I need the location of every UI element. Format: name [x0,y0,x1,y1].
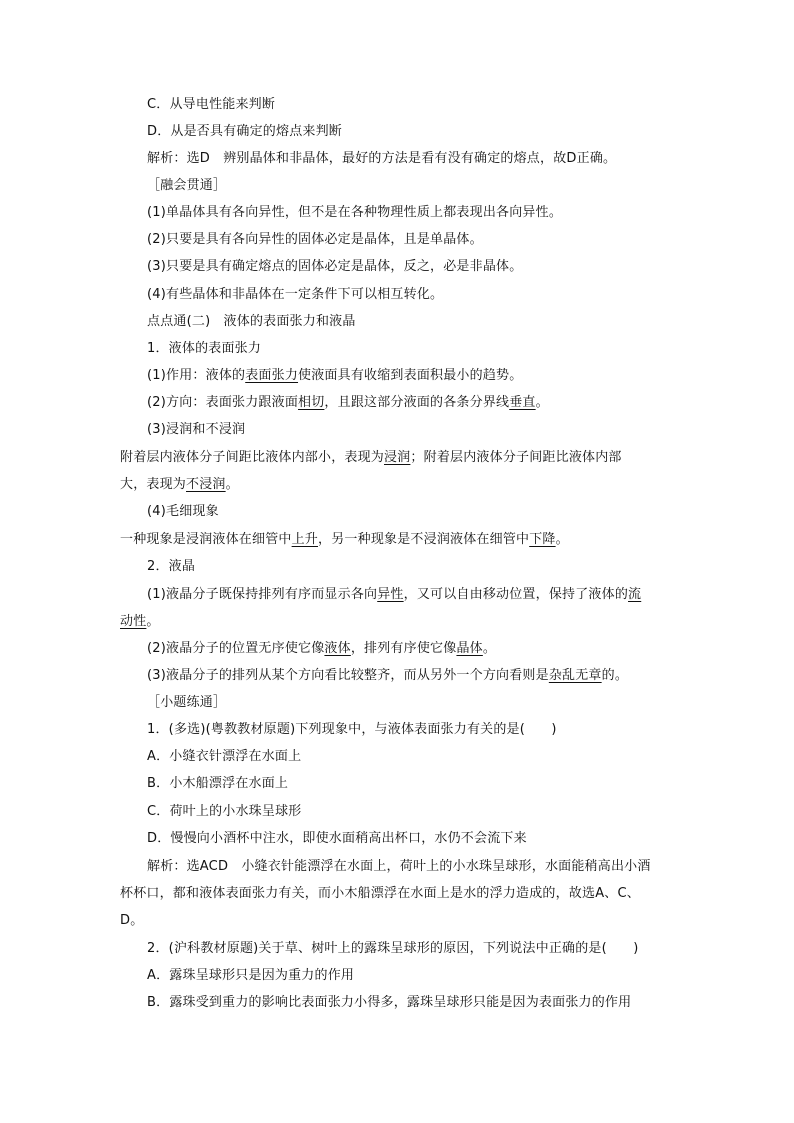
text-segment: (2)只要是具有各向异性的固体必定是晶体，且是单晶体。 [147,232,483,247]
underlined-answer: 流 [628,587,642,602]
section-heading [147,313,356,331]
text-segment: (3)浸润和不浸润 [147,422,246,437]
answer-option [147,967,354,985]
text-segment: 一种现象是浸润液体在细管中 [120,532,292,547]
text-segment: B．露珠受到重力的影响比表面张力小得多，露珠呈球形只能是因为表面张力的作用 [147,995,632,1010]
text-segment: A．小缝衣针漂浮在水面上 [147,749,302,764]
text-segment: C．从导电性能来判断 [147,97,276,112]
text-segment: ［小题练通］ [147,695,227,710]
text-line [147,640,496,658]
text-line [147,858,651,876]
text-segment: (1)作用：液体的 [147,368,246,383]
text-segment: A．露珠呈球形只是因为重力的作用 [147,968,355,983]
answer-option [147,803,301,821]
underlined-answer: 异性 [377,587,404,602]
text-line [120,912,143,930]
text-line [120,531,569,549]
text-line [147,177,226,195]
text-line [147,96,275,114]
text-segment: (2)液晶分子的位置无序使它像 [147,641,325,656]
text-segment: 解析：选ACD 小缝衣针能漂浮在水面上，荷叶上的小水珠呈球形，水面能稍高出小酒 [147,859,651,874]
text-segment: D。 [120,913,144,928]
text-segment: 。 [482,641,497,656]
subsection-heading [147,558,195,576]
underlined-answer: 浸润 [384,450,411,465]
text-line [147,258,522,276]
text-segment: D．慢慢向小酒杯中注水，即使水面稍高出杯口，水仍不会流下来 [147,831,527,846]
text-segment: 附着层内液体分子间距比液体内部小，表现为 [120,450,385,465]
text-line [147,150,616,168]
text-segment: 使液面具有收缩到表面积最小的趋势。 [298,368,523,383]
text-segment: (2)方向：表面张力跟液面 [147,395,299,410]
text-line [147,123,342,141]
text-segment: (3)液晶分子的排列从某个方向看比较整齐，而从另外一个方向看则是 [147,668,549,683]
text-segment: C．荷叶上的小水珠呈球形 [147,804,302,819]
underlined-answer: 相切 [298,395,325,410]
text-line [147,367,522,385]
underlined-answer: 表面张力 [245,368,299,383]
subsection-heading [147,340,261,358]
underlined-answer: 垂直 [509,395,536,410]
text-segment: ，排列有序使它像 [350,641,457,656]
text-segment: ，又可以自由移动位置，保持了液体的 [403,587,629,602]
text-line [147,286,443,304]
text-segment: ［融会贯通］ [147,178,227,193]
underlined-answer: 液体 [324,641,351,656]
answer-option [147,775,288,793]
question-stem [147,721,557,739]
text-segment: 1．液体的表面张力 [147,341,262,356]
text-segment: (1)液晶分子既保持排列有序而显示各向 [147,587,378,602]
text-segment: 。 [146,614,160,629]
underlined-answer: 不浸润 [186,477,226,492]
text-line [147,586,641,604]
answer-option [147,748,301,766]
text-segment: ，且跟这部分液面的各条分界线 [324,395,510,410]
text-line [120,476,239,494]
text-segment: B．小木船漂浮在水面上 [147,776,289,791]
text-line [147,694,226,712]
underlined-answer: 杂乱无章 [548,668,602,683]
text-segment: 杯杯口，都和液体表面张力有关，而小木船漂浮在水面上是水的浮力造成的，故选A、C、 [120,886,640,901]
text-segment: (4)有些晶体和非晶体在一定条件下可以相互转化。 [147,287,444,302]
text-line [120,613,160,631]
text-segment: (4)毛细现象 [147,504,219,519]
text-segment: 2．液晶 [147,559,196,574]
text-segment: 。 [555,532,569,547]
text-segment: 。 [535,395,549,410]
text-line [147,231,483,249]
text-line [147,204,562,222]
text-segment: ；附着层内液体分子间距比液体内部 [410,450,622,465]
text-line [147,394,549,412]
text-segment: ，另一种现象是不浸润液体在细管中 [318,532,530,547]
underlined-answer: 晶体 [456,641,483,656]
text-segment: D．从是否具有确定的熔点来判断 [147,124,343,139]
text-line [147,421,245,439]
text-segment: 1．(多选)(粤教教材原题)下列现象中，与液体表面张力有关的是( ) [147,722,557,737]
underlined-answer: 下降 [529,532,556,547]
text-line [120,885,640,903]
answer-option [147,994,631,1012]
text-segment: 解析：选D 辨别晶体和非晶体，最好的方法是看有没有确定的熔点，故D正确。 [147,151,617,166]
text-segment: (1)单晶体具有各向异性，但不是在各种物理性质上都表现出各向异性。 [147,205,563,220]
text-segment: 大，表现为 [120,477,187,492]
question-stem [147,940,639,958]
text-segment: (3)只要是具有确定熔点的固体必定是晶体，反之，必是非晶体。 [147,259,523,274]
text-line [147,503,219,521]
text-segment: 2．(沪科教材原题)关于草、树叶上的露珠呈球形的原因，下列说法中正确的是( ) [147,941,639,956]
underlined-answer: 动性 [120,614,147,629]
text-line [147,667,628,685]
text-segment: 点点通(二) 液体的表面张力和液晶 [147,314,356,329]
text-line [120,449,622,467]
text-segment: 的。 [601,668,629,683]
answer-option [147,830,527,848]
text-segment: 。 [225,477,239,492]
underlined-answer: 上升 [291,532,319,547]
